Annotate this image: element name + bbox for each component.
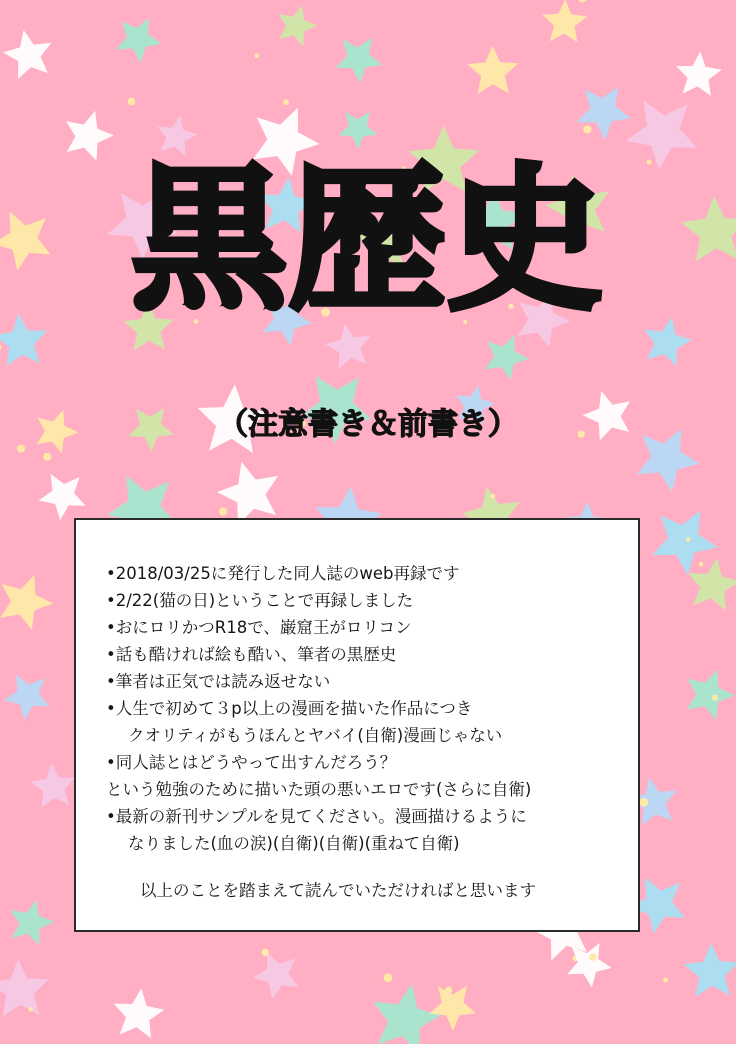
note-line: •話も酷ければ絵も酷い、筆者の黒歴史 [106, 645, 397, 664]
star-shape [467, 45, 518, 94]
page-subtitle: （注意書き＆前書き） [218, 407, 518, 442]
note-line: 以上のことを踏まえて読んでいただければと思います [140, 881, 536, 900]
star-shape [39, 474, 86, 520]
dot-shape [283, 99, 289, 105]
star-shape [684, 943, 736, 996]
note-line: •おにロリかつR18で、巌窟王がロリコン [106, 618, 412, 637]
star-shape [279, 6, 318, 47]
star-shape [567, 943, 612, 987]
note-line: •2/22(猫の日)ということで再録しました [106, 591, 414, 610]
star-shape [676, 51, 722, 95]
note-line: •2018/03/25に発行した同人誌のweb再録です [106, 564, 460, 583]
star-shape [30, 763, 75, 807]
star-shape [338, 112, 377, 150]
star-shape [485, 335, 529, 380]
star-shape [253, 952, 299, 999]
star-shape [3, 30, 51, 79]
dot-shape [128, 98, 136, 106]
star-shape [429, 986, 476, 1031]
page-title: 黒歴史 [131, 149, 605, 331]
note-line: •同人誌とはどうやって出すんだろう？ [106, 753, 397, 772]
star-shape [0, 959, 49, 1017]
note-line: なりました(血の涙)(自衛)(自衛)(重ねて自衛) [128, 834, 460, 853]
star-shape [335, 38, 382, 84]
note-line: •最新の新刊サンプルを見てください。漫画描けるように [106, 807, 527, 826]
star-shape [542, 0, 587, 42]
star-shape [217, 462, 278, 525]
dot-shape [219, 507, 227, 515]
star-shape [687, 669, 735, 720]
dot-shape [640, 798, 649, 807]
dot-shape [578, 0, 586, 2]
dot-shape [663, 977, 668, 982]
star-shape [652, 511, 717, 575]
dot-shape [699, 562, 704, 567]
star-shape [114, 988, 165, 1038]
star-shape [3, 674, 49, 720]
dot-shape [384, 973, 393, 982]
dot-shape [17, 445, 25, 453]
star-shape [116, 18, 161, 63]
star-shape [0, 575, 53, 630]
notes-list [106, 560, 620, 904]
star-shape [10, 900, 54, 945]
star-shape [688, 558, 736, 610]
dot-shape [43, 453, 51, 461]
dot-shape [254, 53, 259, 58]
note-line: という勉強のために描いた頭の悪いエロです(さらに自衛) [106, 780, 532, 799]
dot-shape [583, 125, 591, 133]
dot-shape [589, 953, 597, 961]
dot-shape [491, 494, 496, 499]
note-line: •人生で初めて３p以上の漫画を描いた作品につき [106, 699, 473, 718]
dot-shape [28, 1007, 33, 1012]
dot-shape [262, 949, 269, 956]
dot-shape [0, 344, 2, 350]
notes-panel [74, 518, 640, 932]
dot-shape [712, 695, 718, 701]
dot-shape [686, 537, 691, 542]
note-line: •筆者は正気では読み返せない [106, 672, 331, 691]
dot-shape [445, 987, 452, 994]
note-line: クオリティがもうほんとヤバイ(自衛)漫画じゃない [128, 726, 503, 745]
